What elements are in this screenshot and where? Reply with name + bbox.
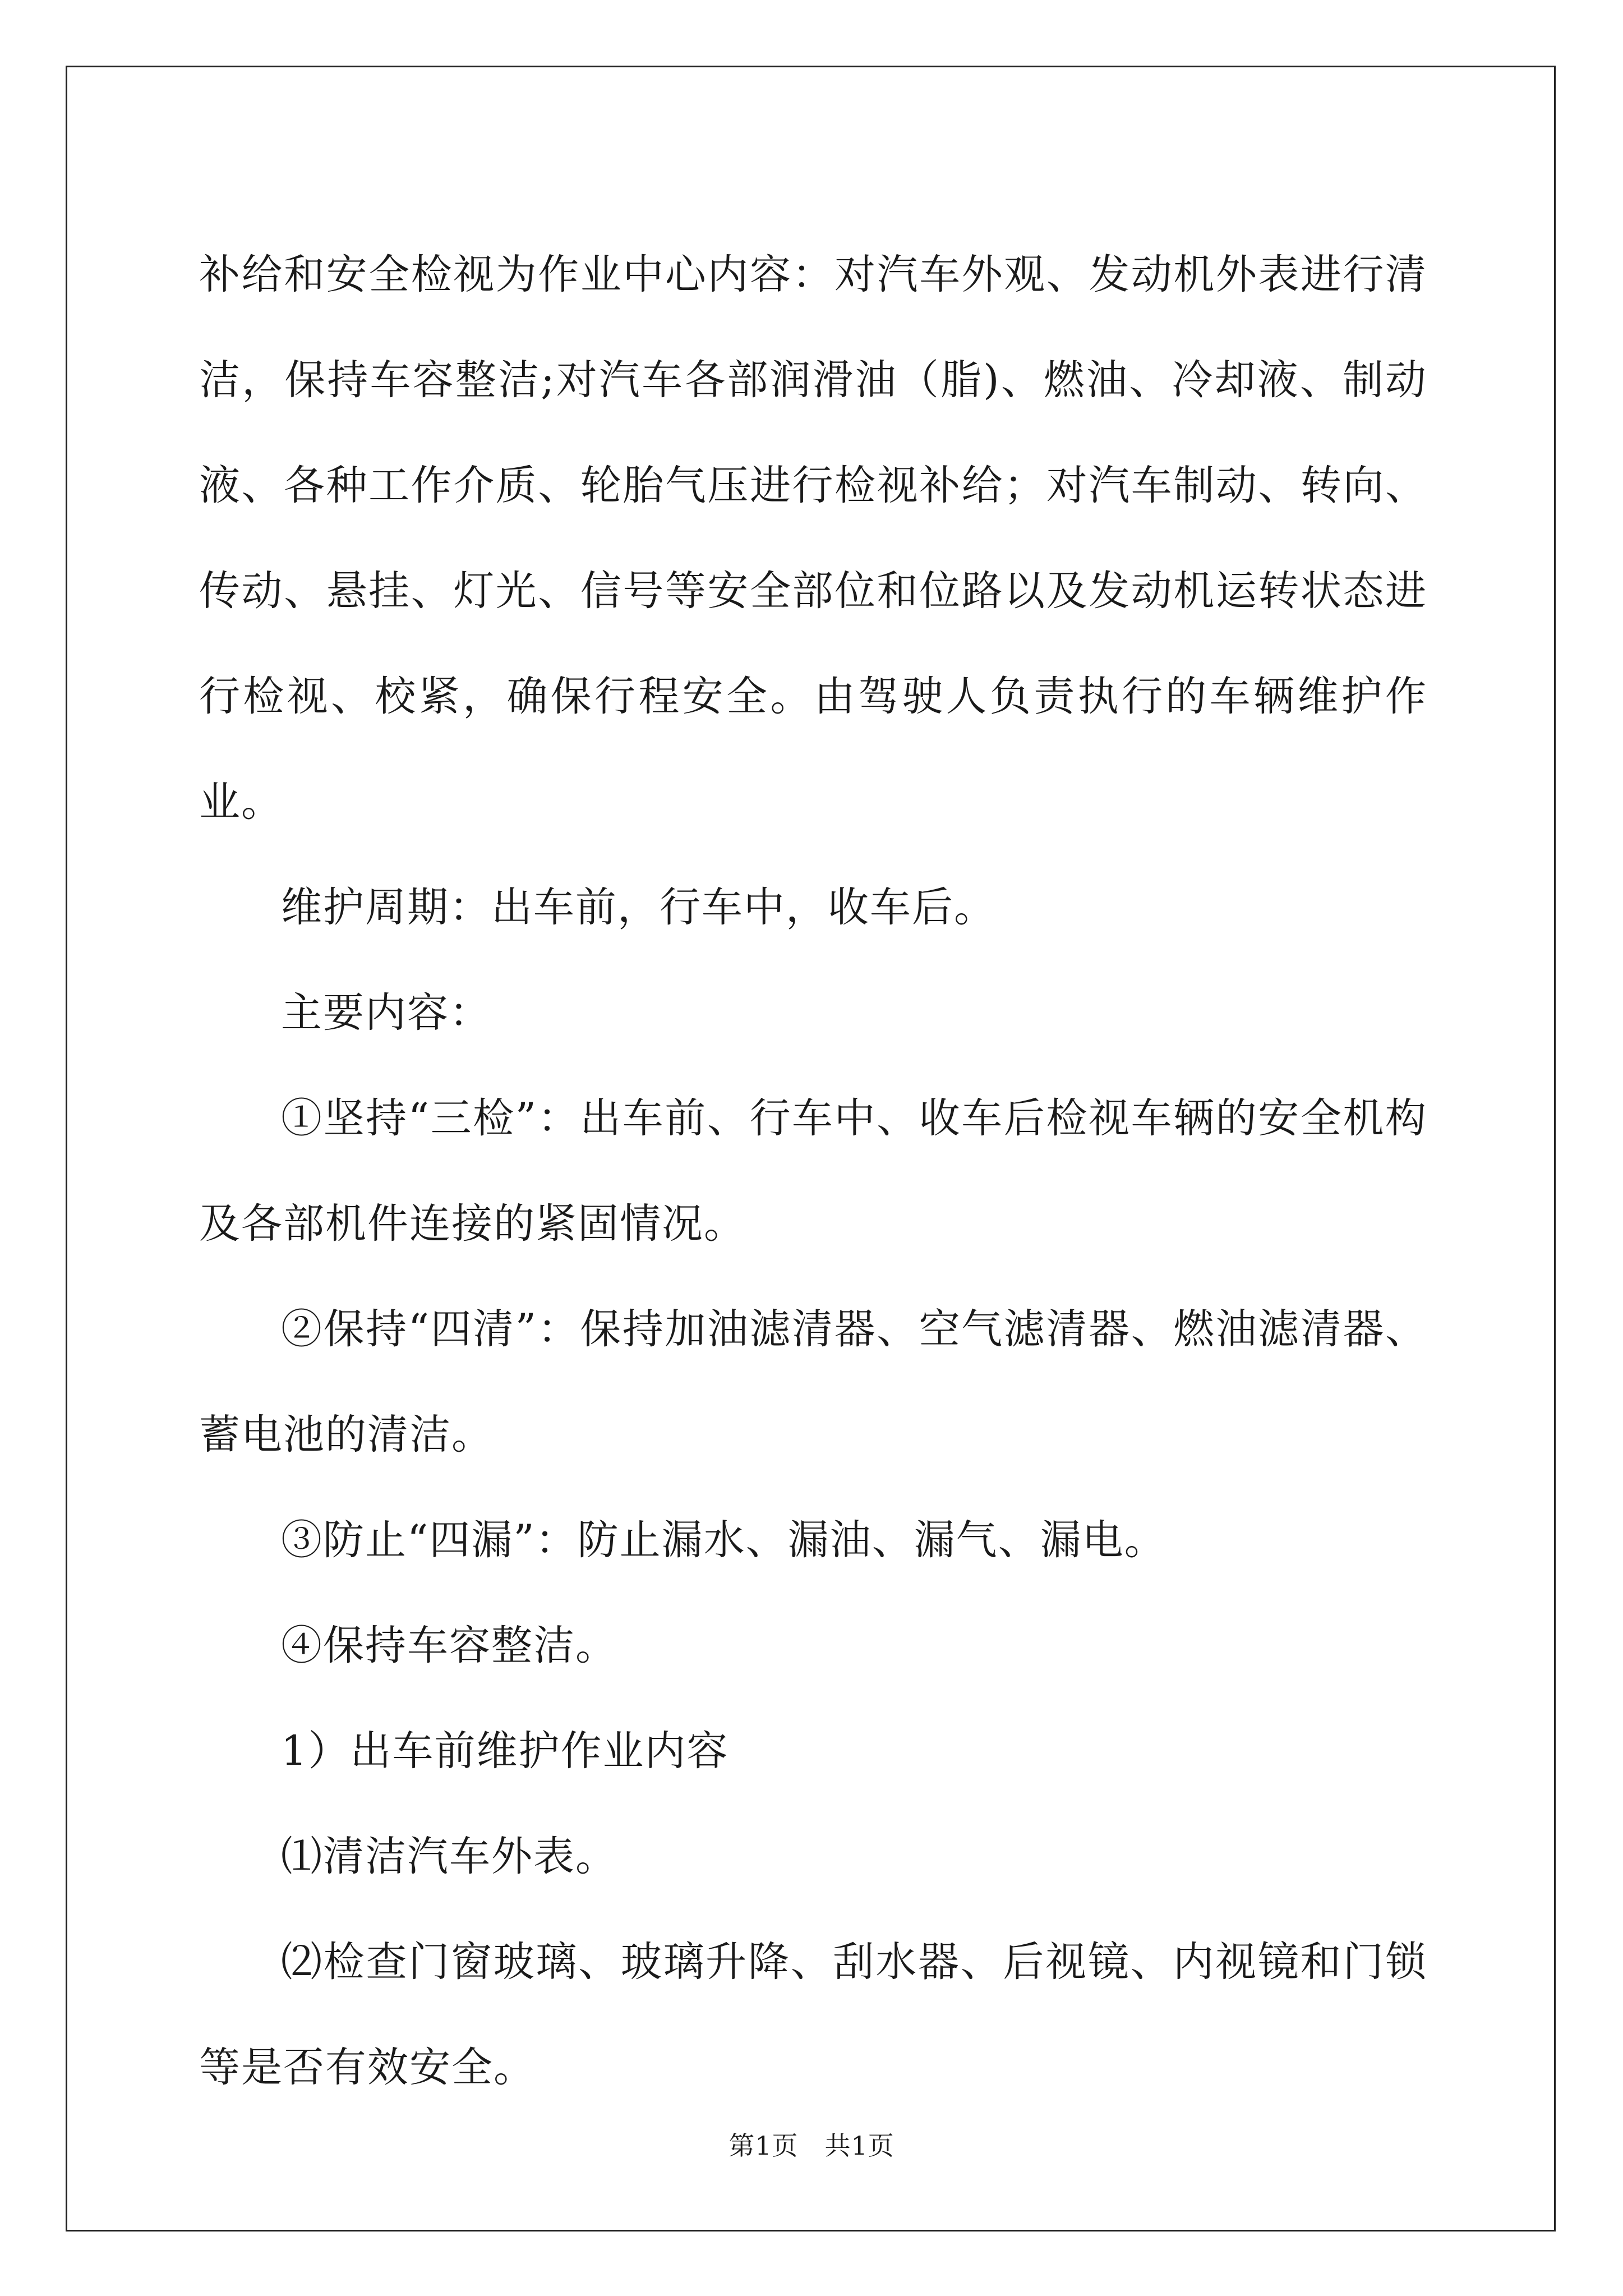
page-number: 第1页	[728, 2131, 799, 2161]
paragraph-item-1: ⑴清洁汽车外表。	[281, 1833, 617, 1880]
page-total: 共1页	[824, 2131, 895, 2161]
paragraph-item-2: ⑵检查门窗玻璃、玻璃升降、刮水器、后视镜、内视镜和门锁等是否有效安全。	[199, 1938, 1427, 2091]
paragraph-intro: 补给和安全检视为作业中心内容：对汽车外观、发动机外表进行清洁，保持车容整洁;对汽车各部润滑油（脂)、燃油、冷却液、制动液、各种工作介质、轮胎气压进行检视补给；对汽车制动、转向、传动、悬挂、灯光、信号等安全部位和位路以及发动机运转状态进行检视、校紧，确保行程安全。由驾驶人负责执行的车辆维护作业。	[199, 251, 1427, 826]
paragraph-keep-clean: ④保持车容整洁。	[281, 1622, 617, 1669]
document-body	[199, 222, 1427, 2120]
page-footer	[0, 2129, 1623, 2162]
paragraph-main-content-heading: 主要内容：	[281, 989, 491, 1037]
paragraph-four-leaks: ③防止“四漏”：防止漏水、漏油、漏气、漏电。	[281, 1516, 1166, 1564]
paragraph-maintenance-cycle: 维护周期：出车前，行车中，收车后。	[281, 884, 996, 931]
paragraph-pre-departure-heading: 1）出车前维护作业内容	[281, 1727, 729, 1775]
paragraph-four-cleans: ②保持“四清”：保持加油滤清器、空气滤清器、燃油滤清器、蓄电池的清洁。	[199, 1305, 1427, 1458]
paragraph-three-checks: ①坚持“三检”：出车前、行车中、收车后检视车辆的安全机构及各部机件连接的紧固情况。	[199, 1094, 1427, 1248]
